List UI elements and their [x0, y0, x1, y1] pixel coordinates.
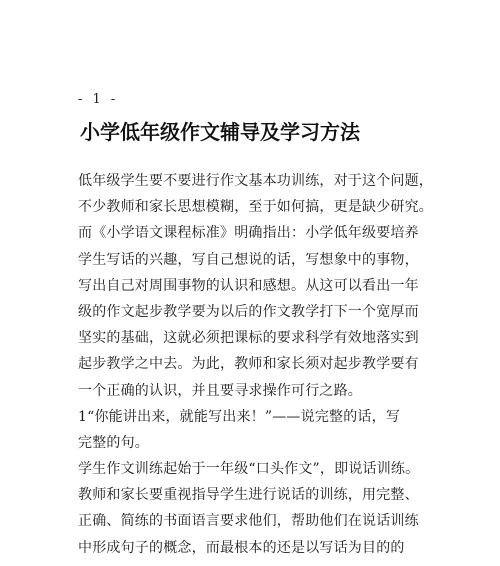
text-line: 中形成句子的概念，而最根本的还是以写话为目的的 [78, 539, 405, 556]
text-line: 学生写话的兴趣，写自己想说的话，写想象中的事物， [78, 251, 419, 268]
text-line: 低年级学生要不要进行作文基本功训练，对于这个问题， [78, 173, 433, 189]
text-line: 不少教师和家长思想模糊，至于如何搞，更是缺少研究。 [78, 199, 433, 216]
text-line: 正确、简练的书面语言要求他们，帮助他们在说话训练 [78, 513, 419, 530]
page-number: - 1 - [78, 92, 119, 107]
text-line: 坚实的基础，这就必须把课标的要求科学有效地落实到 [78, 330, 419, 347]
text-line: 教师和家长要重视指导学生进行说话的训练，用完整、 [78, 487, 419, 504]
text-line: 级的作文起步教学要为以后的作文教学打下一个宽厚而 [78, 303, 419, 320]
text-line: 1“你能讲出来，就能写出来！”——说完整的话，写 [78, 408, 401, 425]
text-line: 完整的句。 [78, 434, 149, 451]
text-line: 起步教学之中去。为此，教师和家长须对起步教学要有 [78, 356, 419, 373]
text-line: 而《小学语文课程标准》明确指出：小学低年级要培养 [78, 225, 419, 242]
text-line: 写出自己对周围事物的认识和感想。从这可以看出一年 [78, 277, 419, 294]
body-text [78, 168, 433, 561]
text-line: 学生作文训练起始于一年级“口头作文”，即说话训练。 [78, 461, 420, 478]
document-title: 小学低年级作文辅导及学习方法 [80, 120, 360, 144]
text-line: 一个正确的认识，并且要寻求操作可行之路。 [78, 382, 362, 399]
